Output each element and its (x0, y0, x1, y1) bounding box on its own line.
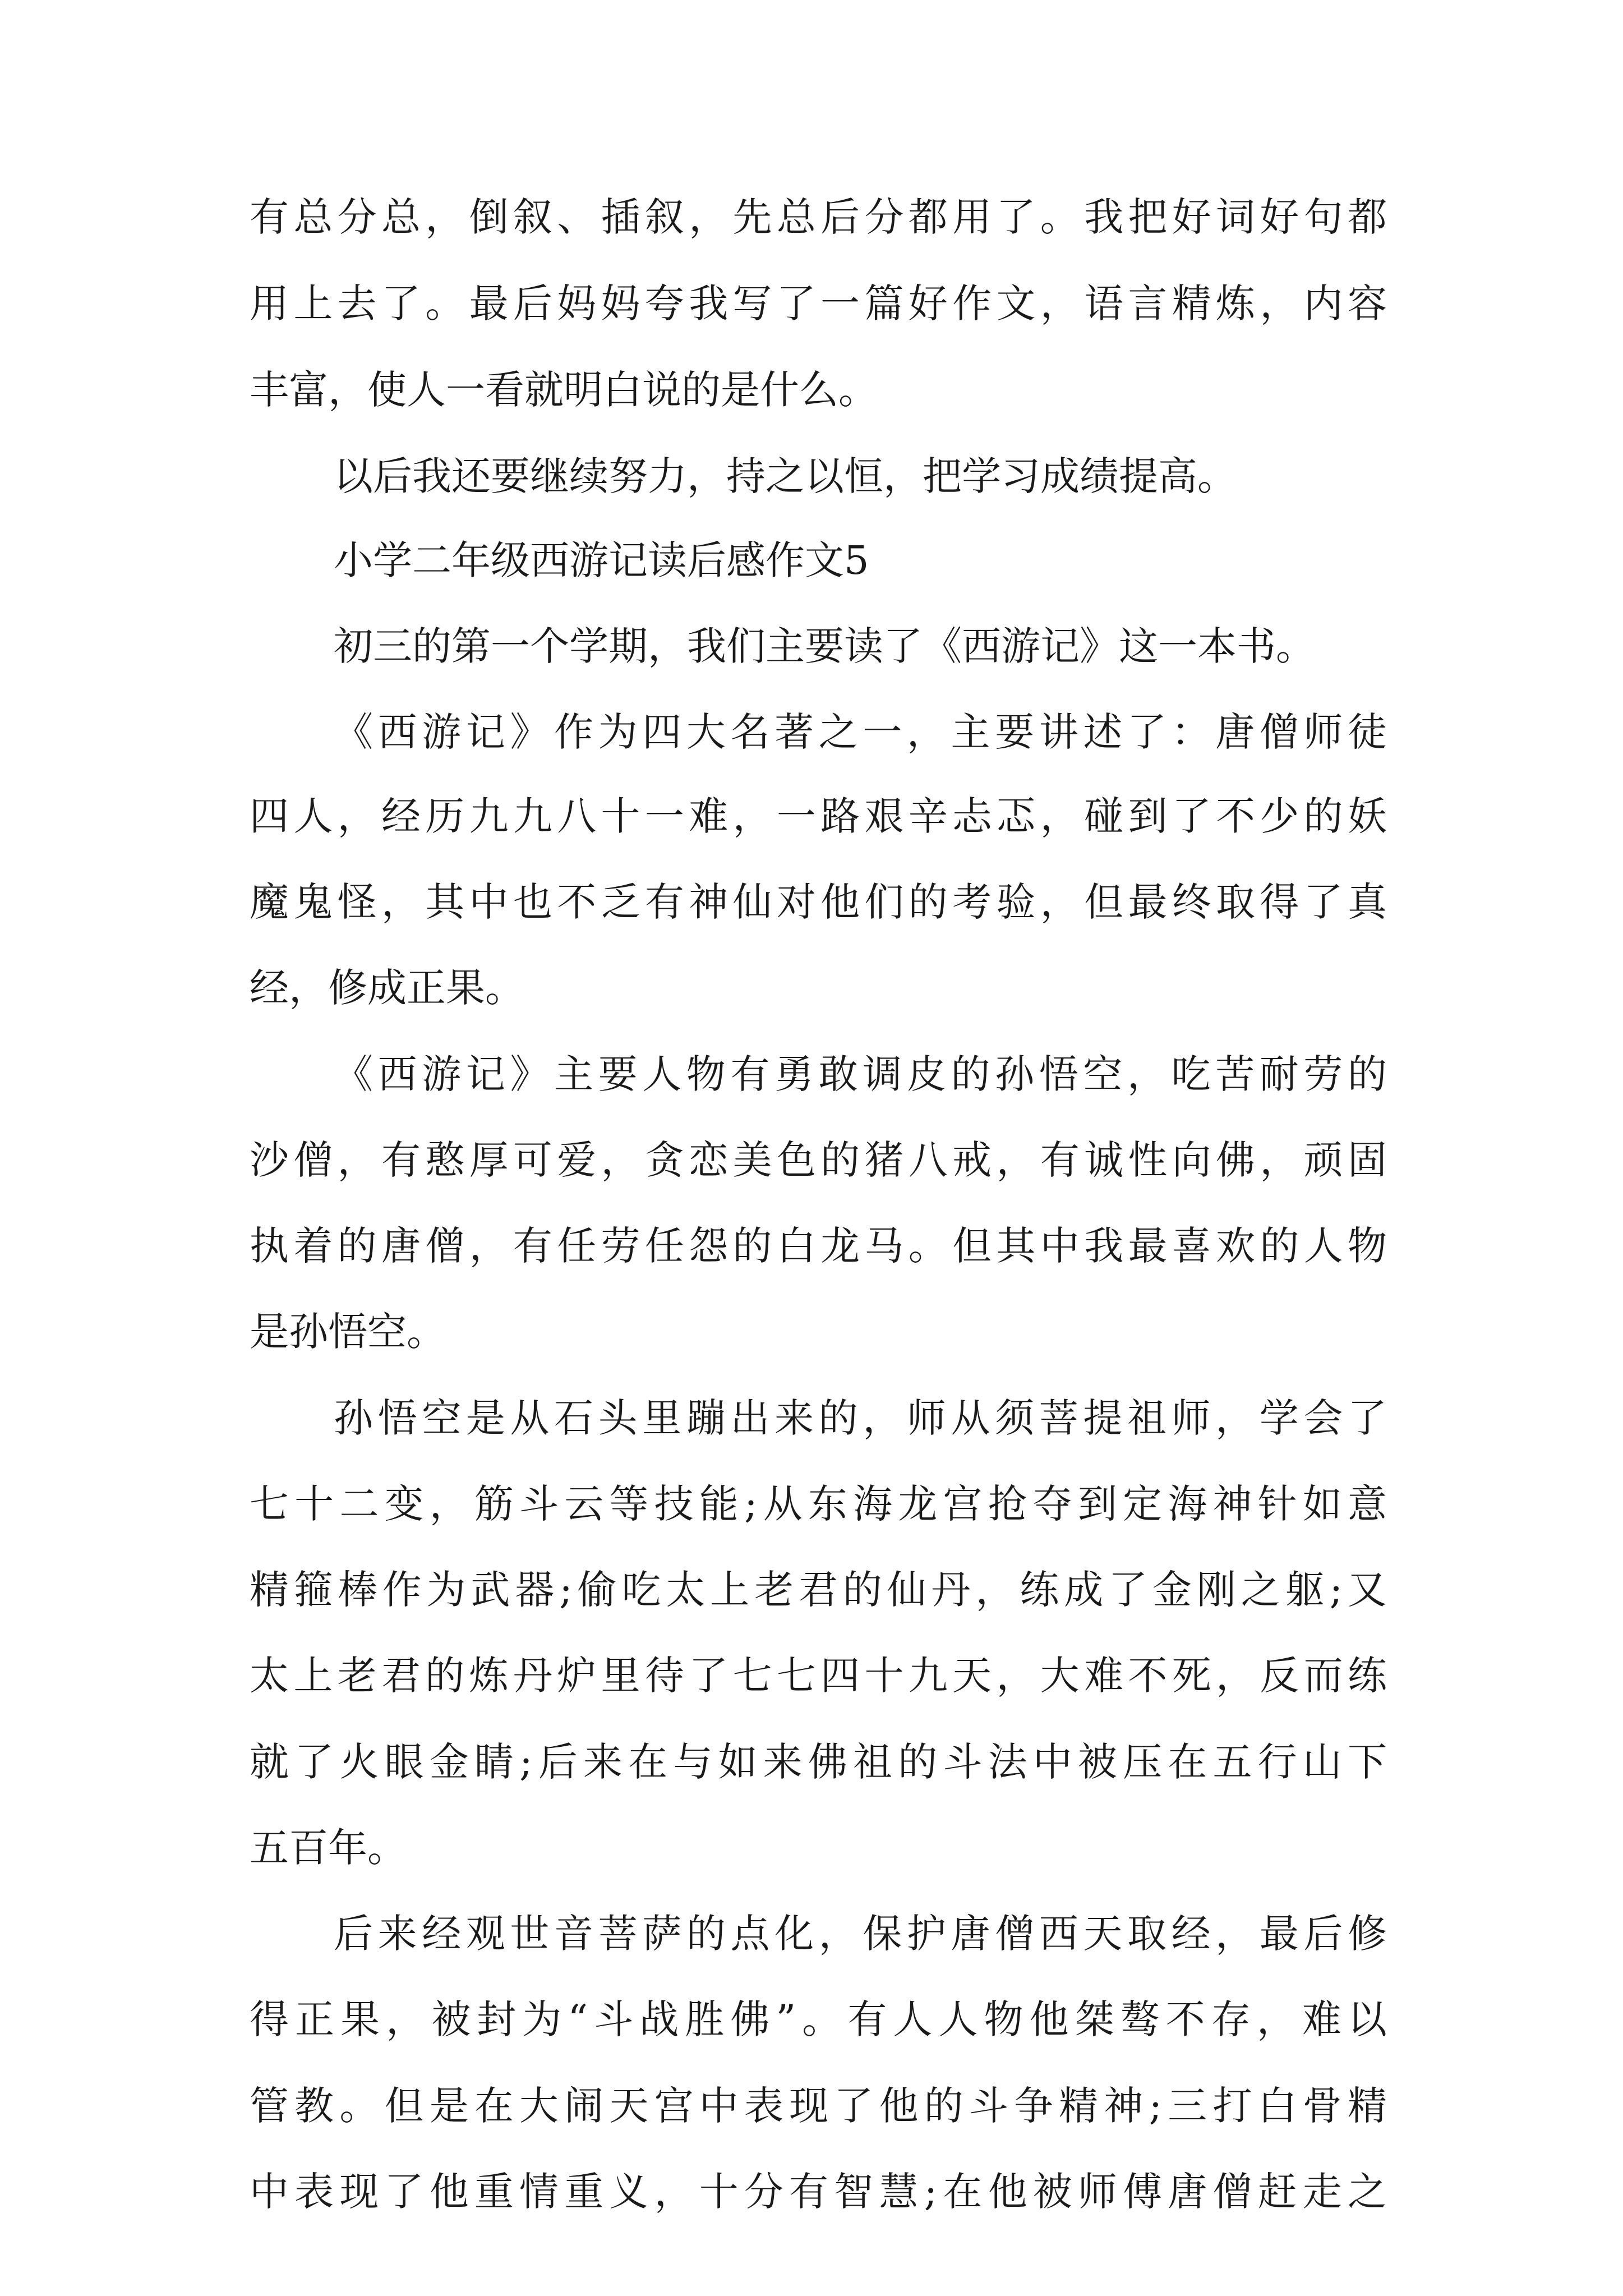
text-line: 中表现了他重情重义，十分有智慧;在他被师傅唐僧赶走之 (250, 2169, 1387, 2215)
text-line: 太上老君的炼丹炉里待了七七四十九天，大难不死，反而练 (250, 1653, 1387, 1699)
text-line: 魔鬼怪，其中也不乏有神仙对他们的考验，但最终取得了真 (250, 879, 1387, 925)
text-line: 经，修成正果。 (250, 965, 524, 1011)
text-line: 《西游记》主要人物有勇敢调皮的孙悟空，吃苦耐劳的 (334, 1051, 1387, 1097)
section-heading: 小学二年级西游记读后感作文5 (334, 537, 869, 583)
text-line: 初三的第一个学期，我们主要读了《西游记》这一本书。 (334, 623, 1315, 669)
text-line: 有总分总，倒叙、插叙，先总后分都用了。我把好词好句都 (250, 194, 1387, 240)
text-line: 五百年。 (250, 1825, 407, 1871)
text-line: 精箍棒作为武器;偷吃太上老君的仙丹，练成了金刚之躯;又 (250, 1567, 1387, 1613)
text-line: 执着的唐僧，有任劳任怨的白龙马。但其中我最喜欢的人物 (250, 1223, 1387, 1269)
text-line: 管教。但是在大闹天宫中表现了他的斗争精神;三打白骨精 (250, 2083, 1387, 2129)
text-line: 得正果，被封为“斗战胜佛”。有人人物他桀骜不存，难以 (250, 1996, 1387, 2042)
text-line: 是孙悟空。 (250, 1309, 446, 1355)
text-line: 四人，经历九九八十一难，一路艰辛忐忑，碰到了不少的妖 (250, 793, 1387, 839)
text-line: 孙悟空是从石头里蹦出来的，师从须菩提祖师，学会了 (334, 1395, 1387, 1441)
text-line: 就了火眼金睛;后来在与如来佛祖的斗法中被压在五行山下 (250, 1739, 1387, 1785)
text-line: 后来经观世音菩萨的点化，保护唐僧西天取经，最后修 (334, 1911, 1387, 1957)
text-line: 丰富，使人一看就明白说的是什么。 (250, 367, 878, 413)
text-line: 七十二变，筋斗云等技能;从东海龙宫抢夺到定海神针如意 (250, 1481, 1387, 1527)
text-line: 《西游记》作为四大名著之一，主要讲述了：唐僧师徒 (334, 709, 1387, 755)
text-line: 沙僧，有憨厚可爱，贪恋美色的猪八戒，有诚性向佛，顽固 (250, 1137, 1387, 1183)
text-line: 以后我还要继续努力，持之以恒，把学习成绩提高。 (334, 453, 1237, 499)
text-line: 用上去了。最后妈妈夸我写了一篇好作文，语言精炼，内容 (250, 280, 1387, 326)
